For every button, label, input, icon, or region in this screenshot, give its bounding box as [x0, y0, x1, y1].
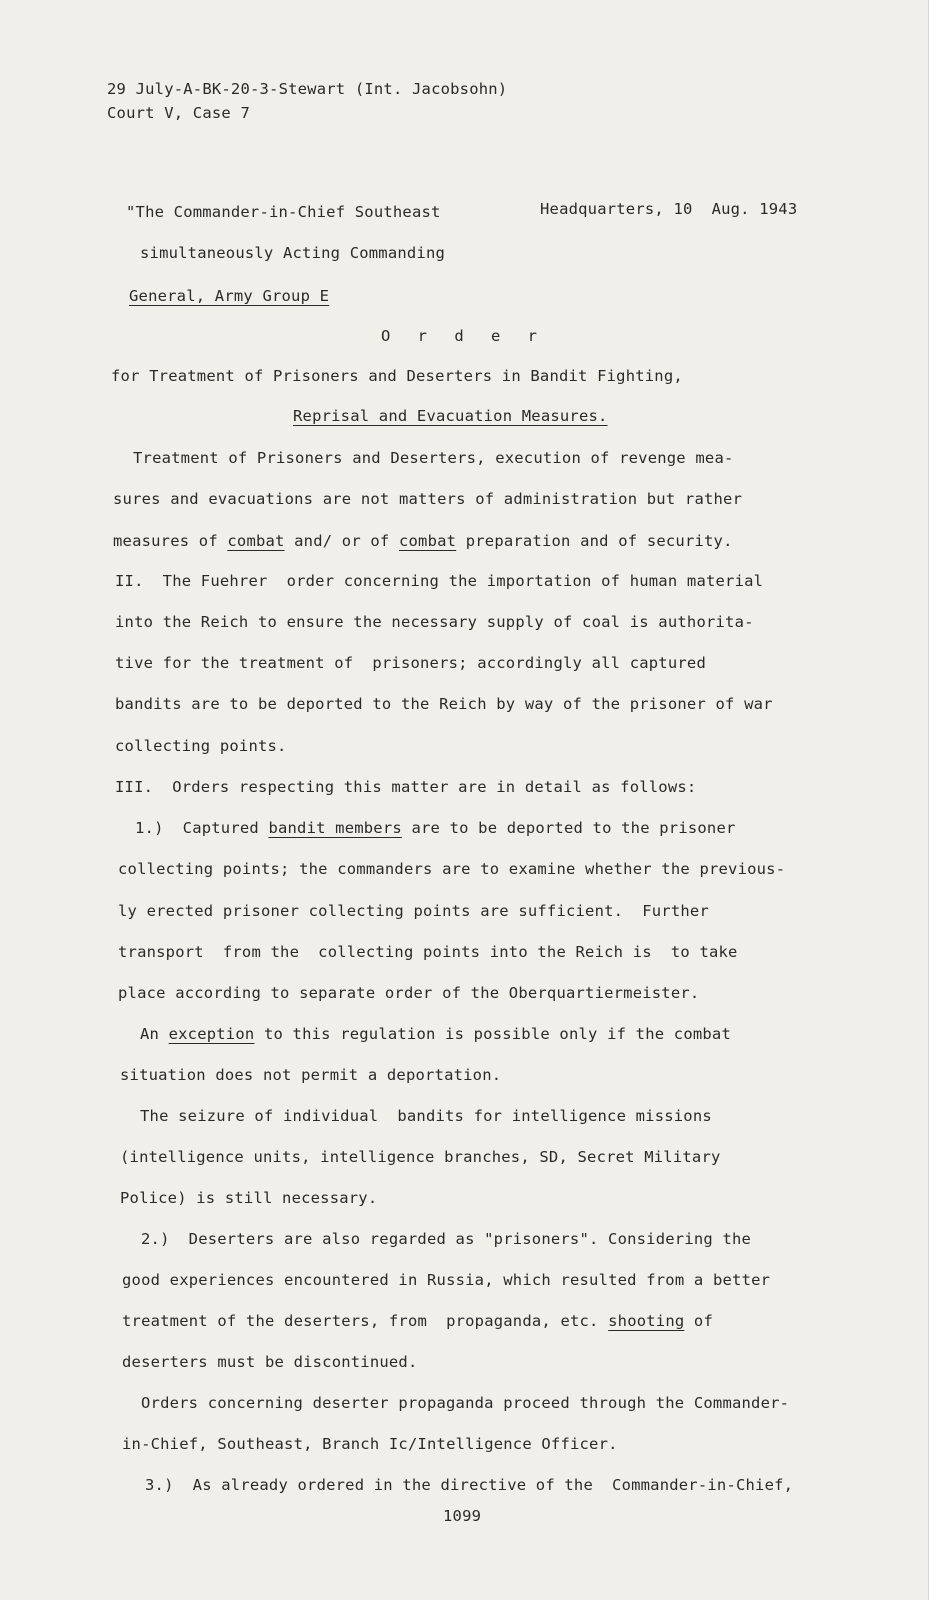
order-title: O r d e r	[381, 327, 546, 345]
exception-line-2: situation does not permit a deportation.	[120, 1066, 502, 1084]
intro-text: measures of	[113, 532, 228, 550]
item-1-line-4: transport from the collecting points into the Reich is to take	[118, 943, 738, 961]
intro-text: preparation and of security.	[456, 532, 733, 550]
propaganda-line-2: in-Chief, Southeast, Branch Ic/Intelligence Officer.	[122, 1435, 618, 1453]
issuer-line-3: General, Army Group E	[129, 287, 330, 305]
item-1-line-3: ly erected prisoner collecting points are sufficient. Further	[118, 902, 709, 920]
item-text: are to be deported to the prisoner	[401, 819, 736, 837]
item-text: An	[140, 1025, 169, 1043]
underlined-word: bandit members	[268, 819, 402, 837]
seizure-line-3: Police) is still necessary.	[120, 1189, 378, 1207]
item-text: of	[684, 1312, 713, 1330]
section-3-heading: III. Orders respecting this matter are in detail as follows:	[115, 778, 697, 796]
order-subtitle-2: Reprisal and Evacuation Measures.	[293, 407, 608, 425]
issuer-line-2: simultaneously Acting Commanding	[140, 244, 446, 262]
section-2-line-5: collecting points.	[115, 737, 287, 755]
file-reference: 29 July-A-BK-20-3-Stewart (Int. Jacobsohn)	[107, 80, 508, 98]
propaganda-line-1: Orders concerning deserter propaganda proceed through the Commander-	[141, 1394, 790, 1412]
item-2-line-4: deserters must be discontinued.	[122, 1353, 418, 1371]
place-and-date: Headquarters, 10 Aug. 1943	[540, 200, 798, 218]
item-1-line-1	[135, 819, 736, 837]
item-text: to this regulation is possible only if the combat	[254, 1025, 731, 1043]
intro-line-1: Treatment of Prisoners and Deserters, execution of revenge mea-	[133, 449, 734, 467]
seizure-line-2: (intelligence units, intelligence branches, SD, Secret Military	[120, 1148, 721, 1166]
section-2-line-1: II. The Fuehrer order concerning the importation of human material	[115, 572, 764, 590]
seizure-line-1: The seizure of individual bandits for intelligence missions	[140, 1107, 712, 1125]
intro-line-2: sures and evacuations are not matters of administration but rather	[113, 490, 743, 508]
issuer-line-1: "The Commander-in-Chief Southeast	[126, 203, 441, 221]
item-text: treatment of the deserters, from propaganda, etc.	[122, 1312, 609, 1330]
underlined-word: exception	[168, 1025, 255, 1043]
item-1-line-5: place according to separate order of the Oberquartiermeister.	[118, 984, 700, 1002]
court-case: Court V, Case 7	[107, 104, 250, 122]
item-2-line-2: good experiences encountered in Russia, which resulted from a better	[122, 1271, 771, 1289]
intro-text: and/ or of	[284, 532, 399, 550]
item-2-line-1: 2.) Deserters are also regarded as "prisoners". Considering the	[141, 1230, 752, 1248]
item-3-line-1: 3.) As already ordered in the directive of the Commander-in-Chief,	[145, 1476, 794, 1494]
intro-line-3	[113, 532, 733, 550]
underlined-word: combat	[227, 532, 285, 550]
item-text: 1.) Captured	[135, 819, 269, 837]
section-2-line-3: tive for the treatment of prisoners; accordingly all captured	[115, 654, 706, 672]
exception-line-1	[140, 1025, 731, 1043]
section-2-line-2: into the Reich to ensure the necessary supply of coal is authorita-	[115, 613, 754, 631]
page-number: 1099	[443, 1507, 482, 1525]
order-subtitle-1: for Treatment of Prisoners and Deserters in Bandit Fighting,	[111, 367, 683, 385]
section-2-line-4: bandits are to be deported to the Reich by way of the prisoner of war	[115, 695, 773, 713]
underlined-word: combat	[398, 532, 457, 550]
underlined-word: shooting	[608, 1312, 685, 1330]
item-2-line-3	[122, 1312, 713, 1330]
item-1-line-2: collecting points; the commanders are to examine whether the previous-	[118, 860, 786, 878]
